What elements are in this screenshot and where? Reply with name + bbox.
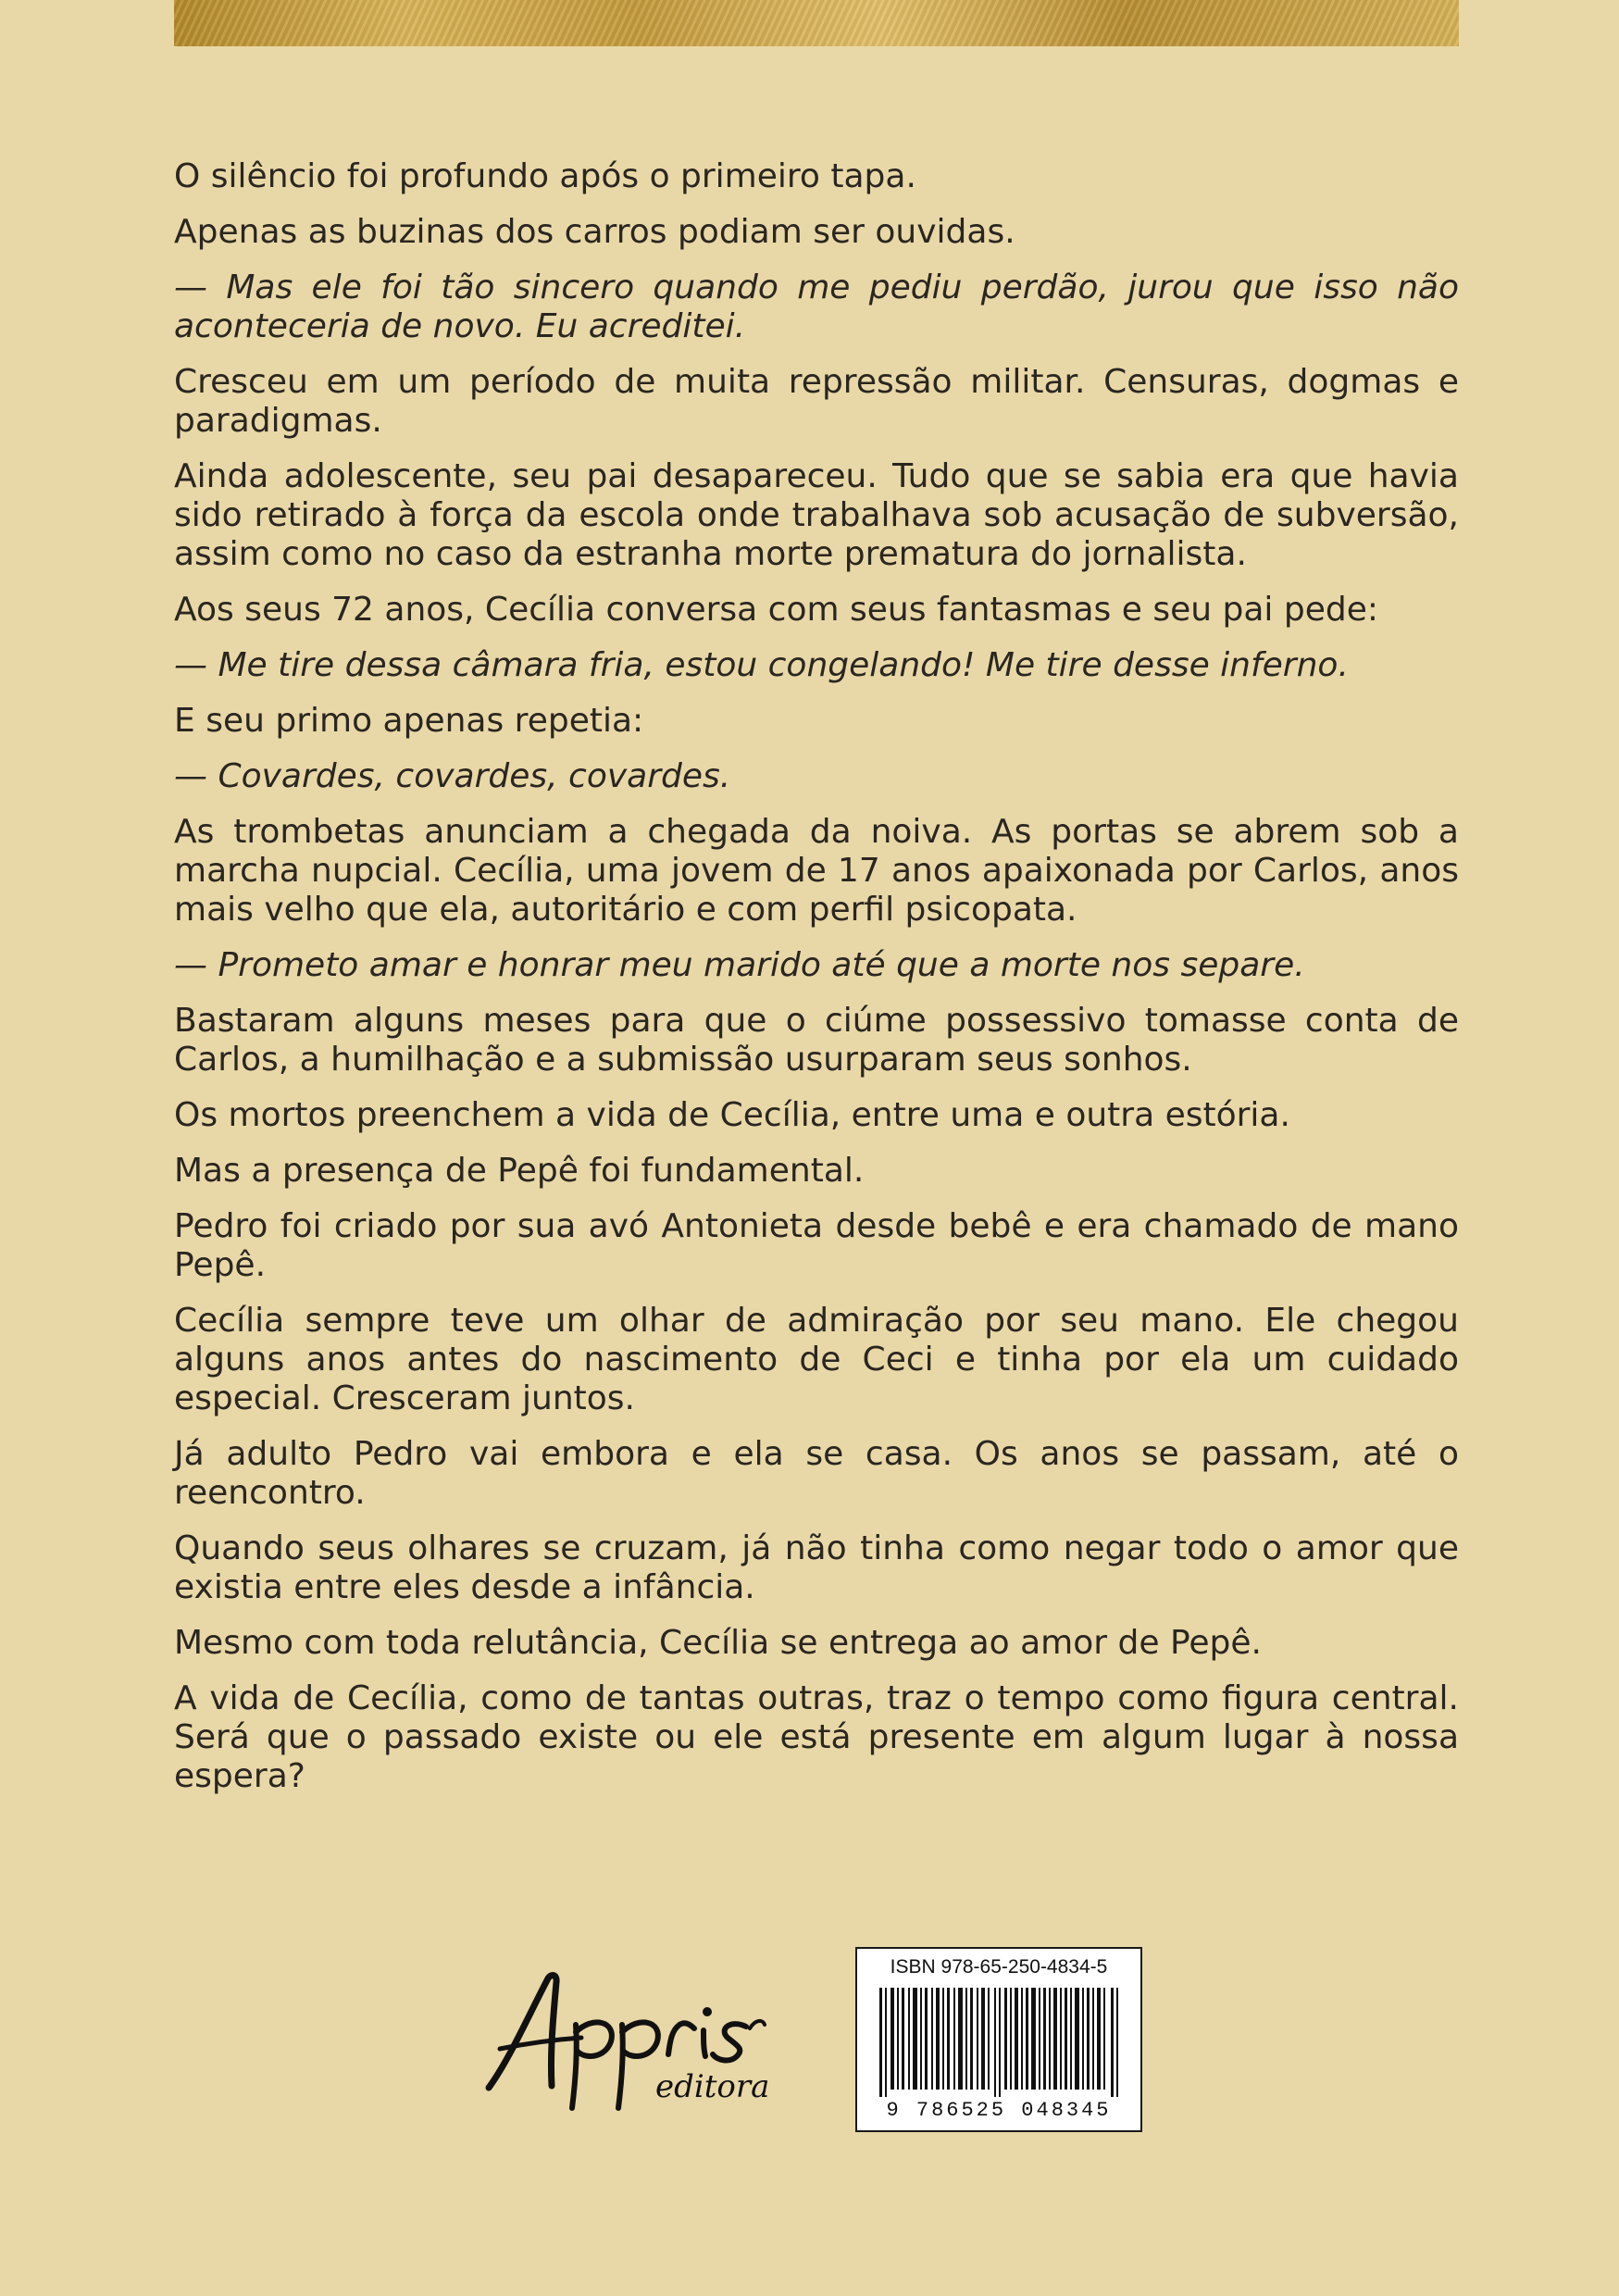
paragraph: O silêncio foi profundo após o primeiro tapa.	[174, 157, 916, 195]
gold-foil-band	[174, 0, 1459, 46]
paragraph: Cresceu em um período de muita repressão militar. Censuras, dogmas e paradigmas.	[174, 363, 1459, 440]
isbn-barcode-box	[855, 1947, 1142, 2132]
paragraph: Já adulto Pedro vai embora e ela se casa. Os anos se passam, até o reencontro.	[174, 1435, 1459, 1512]
paragraph: Mas a presença de Pepê foi fundamental.	[174, 1152, 865, 1190]
paragraph: A vida de Cecília, como de tantas outras, traz o tempo como figura central. Será que o passado existe ou ele está presente em algum lugar à nossa espera?	[174, 1679, 1459, 1795]
svg-text:editora: editora	[655, 2068, 770, 2105]
barcode-digits: 9 786525 048345	[886, 2099, 1112, 2122]
paragraph: As trombetas anunciam a chegada da noiva. As portas se abrem sob a marcha nupcial. Cecília, uma jovem de 17 anos apaixonada por Carlos, anos mais velho que ela, autoritário e com perfil psicopata.	[174, 813, 1459, 929]
back-cover-synopsis	[174, 157, 1459, 1813]
isbn-label: ISBN 978-65-250-4834-5	[890, 1956, 1108, 1978]
paragraph: E seu primo apenas repetia:	[174, 702, 644, 740]
paragraph: Ainda adolescente, seu pai desapareceu. Tudo que se sabia era que havia sido retirado à força da escola onde trabalhava sob acusação de subversão, assim como no caso da estranha morte prematura do jornalista.	[174, 457, 1459, 573]
paragraph: Mesmo com toda relutância, Cecília se entrega ao amor de Pepê.	[174, 1624, 1262, 1662]
appris-editora-logo	[472, 1958, 787, 2115]
paragraph: — Mas ele foi tão sincero quando me pediu perdão, jurou que isso não aconteceria de novo. Eu acreditei.	[174, 268, 1459, 345]
paragraph: — Me tire dessa câmara fria, estou congelando! Me tire desse inferno.	[174, 646, 1349, 684]
paragraph: — Prometo amar e honrar meu marido até que a morte nos separe.	[174, 946, 1305, 984]
paragraph: Cecília sempre teve um olhar de admiração por seu mano. Ele chegou alguns anos antes do nascimento de Ceci e tinha por ela um cuidado especial. Cresceram juntos.	[174, 1302, 1459, 1417]
paragraph: — Covardes, covardes, covardes.	[174, 757, 731, 795]
paragraph: Aos seus 72 anos, Cecília conversa com seus fantasmas e seu pai pede:	[174, 591, 1378, 629]
paragraph: Quando seus olhares se cruzam, já não tinha como negar todo o amor que existia entre eles desde a infância.	[174, 1529, 1459, 1606]
paragraph: Os mortos preenchem a vida de Cecília, entre uma e outra estória.	[174, 1096, 1290, 1134]
paragraph: Apenas as buzinas dos carros podiam ser ouvidas.	[174, 213, 1015, 251]
barcode	[878, 1988, 1122, 2097]
paragraph: Bastaram alguns meses para que o ciúme possessivo tomasse conta de Carlos, a humilhação e a submissão usurparam seus sonhos.	[174, 1002, 1459, 1079]
paragraph: Pedro foi criado por sua avó Antonieta desde bebê e era chamado de mano Pepê.	[174, 1207, 1459, 1284]
